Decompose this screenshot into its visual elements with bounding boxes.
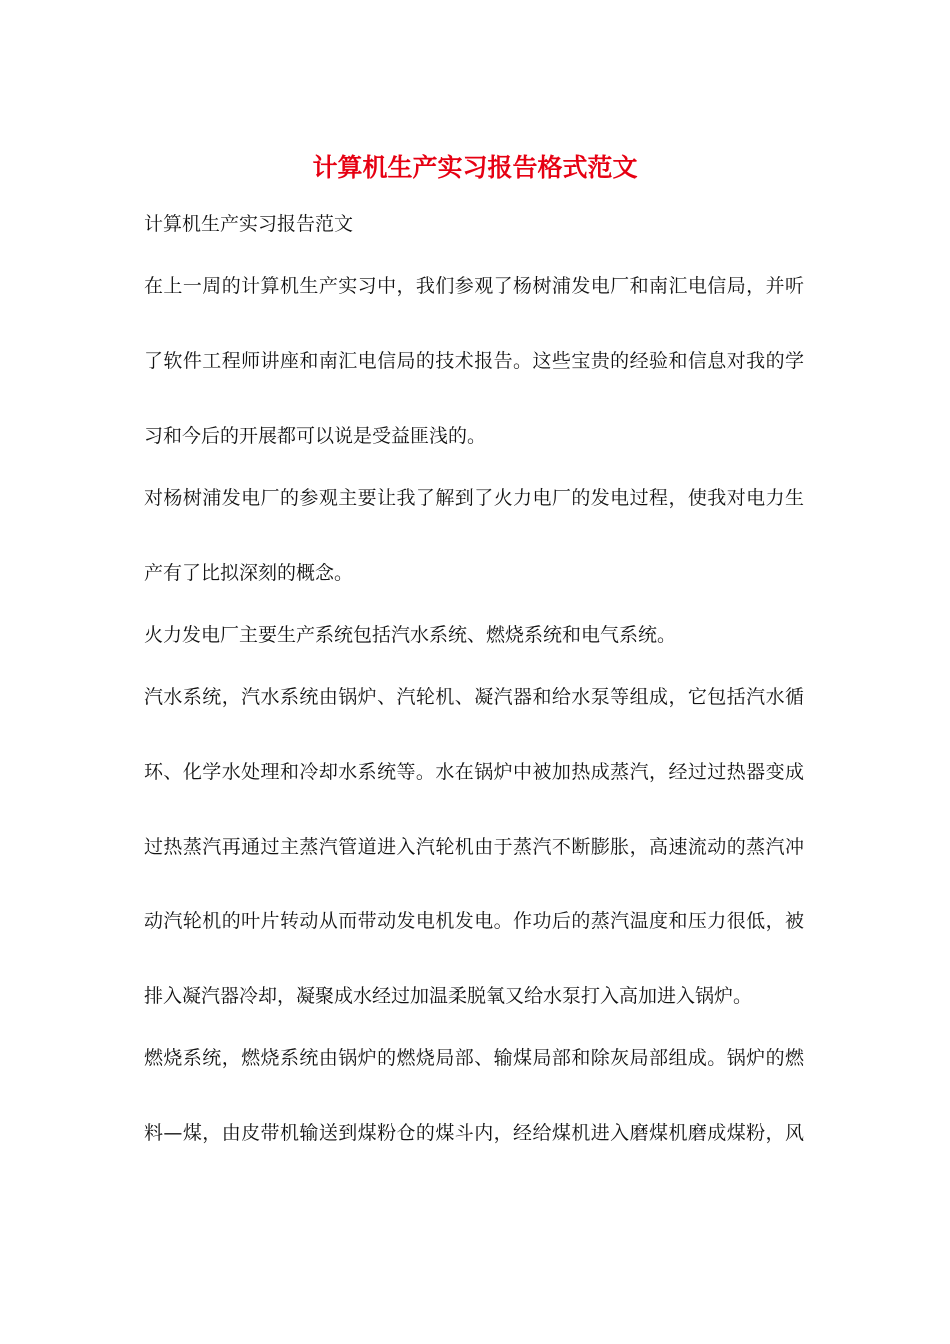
- paragraph-line: 料—煤，由皮带机输送到煤粉仓的煤斗内，经给煤机进入磨煤机磨成煤粉，风: [144, 1122, 804, 1144]
- paragraph-line: 动汽轮机的叶片转动从而带动发电机发电。作功后的蒸汽温度和压力很低，被: [144, 910, 804, 932]
- paragraph-line: 环、化学水处理和冷却水系统等。水在锅炉中被加热成蒸汽，经过过热器变成: [144, 761, 804, 783]
- paragraph-line: 习和今后的开展都可以说是受益匪浅的。: [144, 425, 487, 447]
- paragraph-line: 燃烧系统，燃烧系统由锅炉的燃烧局部、输煤局部和除灰局部组成。锅炉的燃: [144, 1047, 804, 1069]
- paragraph-line: 对杨树浦发电厂的参观主要让我了解到了火力电厂的发电过程，使我对电力生: [144, 487, 804, 509]
- paragraph-line: 过热蒸汽再通过主蒸汽管道进入汽轮机由于蒸汽不断膨胀，高速流动的蒸汽冲: [144, 836, 804, 858]
- document-title: 计算机生产实习报告格式范文: [312, 153, 638, 182]
- paragraph-line: 在上一周的计算机生产实习中，我们参观了杨树浦发电厂和南汇电信局，并听: [144, 275, 804, 297]
- paragraph-line: 产有了比拟深刻的概念。: [144, 562, 354, 584]
- paragraph-line: 了软件工程师讲座和南汇电信局的技术报告。这些宝贵的经验和信息对我的学: [144, 350, 804, 372]
- paragraph-line: 火力发电厂主要生产系统包括汽水系统、燃烧系统和电气系统。: [144, 624, 677, 646]
- document-subtitle: 计算机生产实习报告范文: [144, 213, 354, 235]
- paragraph-line: 排入凝汽器冷却，凝聚成水经过加温柔脱氧又给水泵打入高加进入锅炉。: [144, 985, 753, 1007]
- paragraph-line: 汽水系统，汽水系统由锅炉、汽轮机、凝汽器和给水泵等组成，它包括汽水循: [144, 686, 804, 708]
